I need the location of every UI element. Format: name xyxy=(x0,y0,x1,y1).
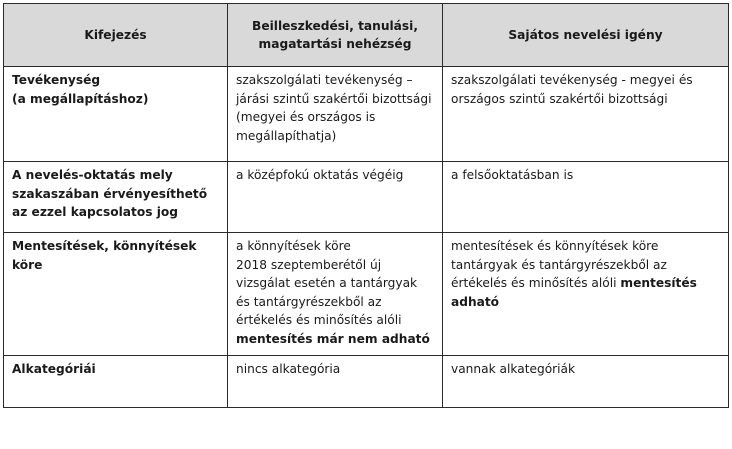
row-label-line: Tevékenység xyxy=(12,73,101,87)
table-row xyxy=(4,162,729,233)
cell-sni-mentesitesek xyxy=(443,233,729,356)
table-row xyxy=(4,67,729,162)
header-kifejezes: Kifejezés xyxy=(4,4,228,67)
row-label-tevekenyseg xyxy=(4,67,228,162)
header-sni: Sajátos nevelési igény xyxy=(443,4,729,67)
cell-bte-mentesitesek xyxy=(228,233,443,356)
cell-text-line: a könnyítések köre xyxy=(236,239,351,253)
header-row xyxy=(4,4,729,67)
cell-bold-text: mentesítés már nem adható xyxy=(236,331,430,346)
cell-sni-tevekenyseg: szakszolgálati tevékenység - megyei és országos szintű szakértői bizottsági xyxy=(443,67,729,162)
cell-sni-szakasz: a felsőoktatásban is xyxy=(443,162,729,233)
header-bte: Beilleszkedési, tanulási, magatartási nehézség xyxy=(228,4,443,67)
table-row xyxy=(4,356,729,408)
cell-text: 2018 szeptemberétől új vizsgálat esetén a tantárgyak és tantárgyrészekből az értékelés és minősítés alóli xyxy=(236,257,418,327)
row-label-line: (a megállapításhoz) xyxy=(12,91,149,106)
row-label-alkategoriai: Alkategóriái xyxy=(4,356,228,408)
cell-text: mentesítések és könnyítések köre tantárgyak és tantárgyrészekből az értékelés és minősítés alóli xyxy=(451,239,667,290)
cell-bold-text: mentesítés adható xyxy=(451,276,697,309)
row-label-mentesitesek: Mentesítések, könnyítések köre xyxy=(4,233,228,356)
cell-bte-tevekenyseg: szakszolgálati tevékenység – járási szintű szakértői bizottsági (megyei és országos is megállapíthatja) xyxy=(228,67,443,162)
table-row xyxy=(4,233,729,356)
cell-bte-alkategoriai: nincs alkategória xyxy=(228,356,443,408)
cell-bte-szakasz: a középfokú oktatás végéig xyxy=(228,162,443,233)
row-label-szakasz: A nevelés-oktatás mely szakaszában érvényesíthető az ezzel kapcsolatos jog xyxy=(4,162,228,233)
comparison-table xyxy=(3,3,729,408)
cell-sni-alkategoriai: vannak alkategóriák xyxy=(443,356,729,408)
